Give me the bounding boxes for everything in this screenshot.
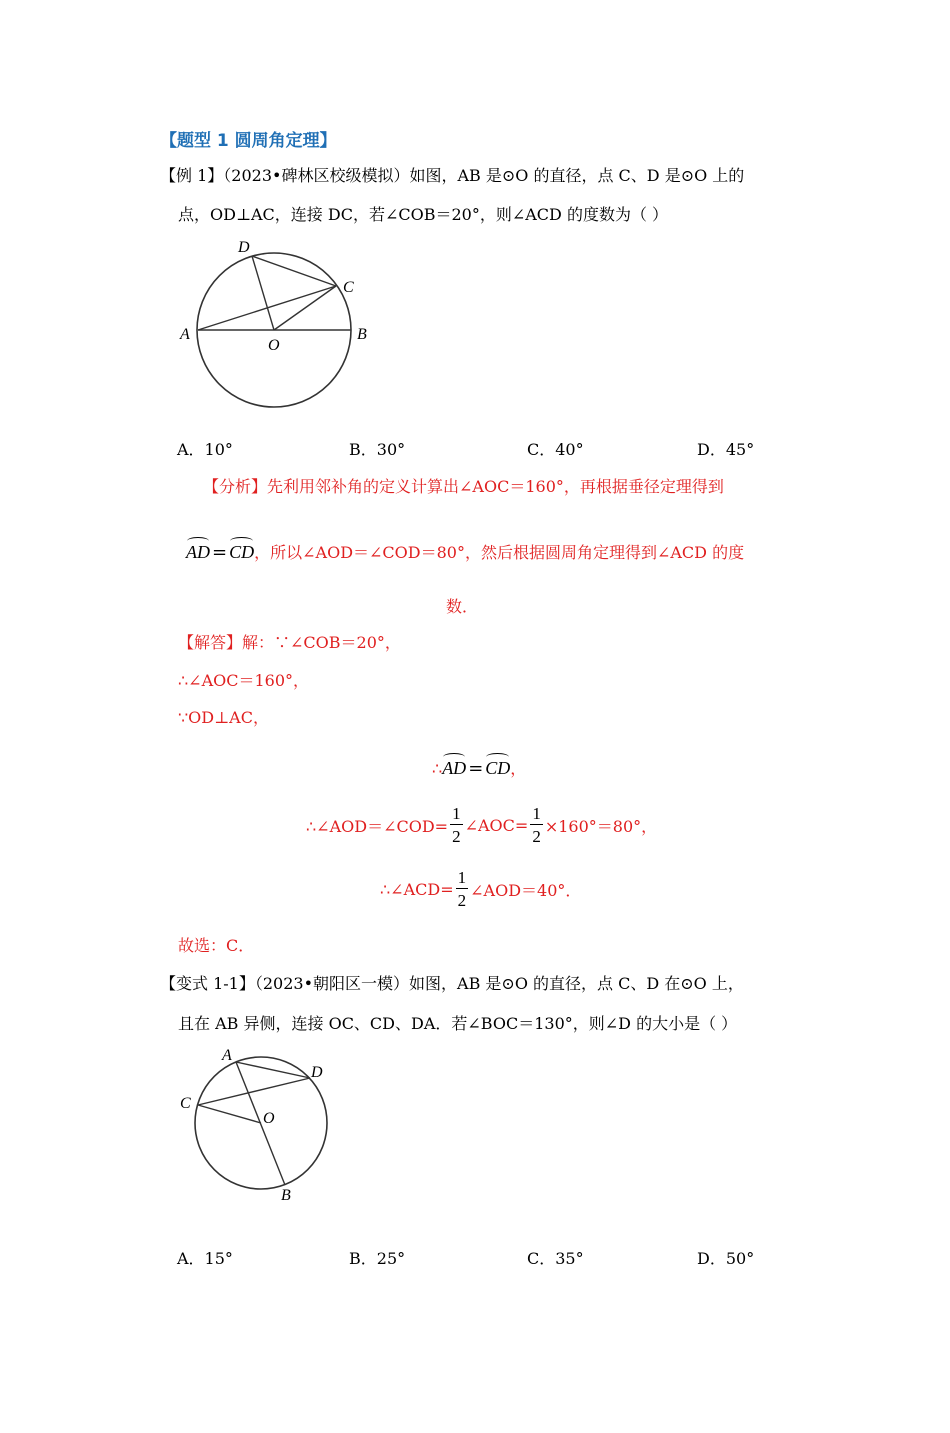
analysis-text2: ，所以∠AOD＝∠COD＝80°，然后根据圆周角定理得到∠ACD 的度 — [254, 543, 745, 562]
therefore-sign: ∴ — [432, 759, 443, 778]
equals-sign-2: = — [468, 758, 484, 779]
label-d-2: D — [311, 1064, 323, 1081]
variant1-question — [160, 971, 744, 994]
label-c-2: C — [180, 1095, 191, 1112]
segment-oc-2 — [198, 1105, 261, 1123]
solution-text1: 解：∵∠COB＝20°， — [242, 633, 401, 652]
section-title: 【题型 1 圆周角定理】 — [160, 131, 337, 151]
solution-answer: 故选：C． — [178, 936, 255, 955]
arc-ad: AD — [186, 542, 210, 562]
label-a-2: A — [222, 1047, 232, 1064]
solution-text5b: ∠AOC= — [464, 815, 529, 835]
solution-line6 — [380, 869, 581, 909]
label-b: B — [357, 326, 367, 343]
solution-tag: 【解答】 — [178, 633, 243, 652]
frac-den: 2 — [457, 891, 467, 910]
frac-den: 2 — [452, 827, 461, 846]
frac-den: 2 — [532, 827, 541, 846]
frac-num: 1 — [452, 804, 461, 823]
option-d: D．45° — [697, 440, 755, 459]
example1-line1: （2023•碑林区校级模拟）如图，AB 是⊙O 的直径，点 C、D 是⊙O 上的 — [223, 166, 745, 185]
variant1-option-c: C．35° — [527, 1249, 584, 1268]
chord-ad — [236, 1062, 310, 1078]
label-o-2: O — [263, 1110, 275, 1127]
analysis-line3: 数． — [446, 597, 479, 616]
solution-text6a: ∴∠ACD= — [380, 879, 454, 899]
label-a: A — [180, 326, 190, 343]
label-o: O — [268, 337, 280, 354]
variant1-option-a: A．15° — [177, 1249, 233, 1268]
analysis-line2 — [186, 540, 744, 563]
variant1-line2: 且在 AB 异侧，连接 OC、CD、DA．若∠BOC＝130°，则∠D 的大小是（ ） — [178, 1014, 738, 1033]
comma: ， — [510, 759, 527, 778]
analysis-text1: 先利用邻补角的定义计算出∠AOC＝160°，再根据垂径定理得到 — [267, 477, 724, 496]
frac-num: 1 — [532, 804, 541, 823]
example1-figure — [170, 232, 390, 417]
equals-sign: = — [212, 542, 228, 563]
frac-num: 1 — [457, 868, 467, 887]
solution-text5a: ∴∠AOD＝∠COD= — [306, 816, 449, 836]
option-b: B．30° — [349, 440, 406, 459]
variant1-figure — [170, 1040, 340, 1210]
solution-line5 — [306, 805, 657, 845]
solution-line4 — [432, 756, 526, 779]
fraction-half-3 — [456, 869, 469, 909]
option-c: C．40° — [527, 440, 584, 459]
analysis-tag: 【分析】 — [203, 477, 268, 496]
example1-line2: 点，OD⊥AC，连接 DC，若∠COB＝20°，则∠ACD 的度数为（ ） — [178, 205, 669, 224]
option-a: A．10° — [177, 440, 233, 459]
segment-oc — [274, 286, 336, 330]
label-d: D — [238, 239, 250, 256]
solution-text5c: ×160°＝80°， — [544, 816, 658, 836]
label-b-2: B — [281, 1187, 291, 1204]
example1-tag: 【例 1】 — [160, 166, 224, 185]
example1-question — [160, 163, 744, 186]
variant1-tag: 【变式 1-1】 — [160, 974, 255, 993]
solution-line3: ∵OD⊥AC， — [178, 708, 269, 727]
arc-ad-2: AD — [442, 758, 467, 778]
variant1-line1: （2023•朝阳区一模）如图，AB 是⊙O 的直径，点 C、D 在⊙O 上， — [254, 974, 744, 993]
arc-cd: CD — [229, 542, 255, 562]
solution-text6b: ∠AOD＝40°． — [470, 880, 582, 900]
solution-line1 — [178, 630, 401, 653]
chord-cd — [198, 1078, 310, 1105]
segment-od — [252, 256, 274, 330]
fraction-half-2 — [530, 805, 543, 845]
fraction-half — [450, 805, 463, 845]
variant1-option-d: D．50° — [697, 1249, 755, 1268]
variant1-option-b: B．25° — [349, 1249, 406, 1268]
solution-line2: ∴∠AOC＝160°， — [178, 671, 310, 690]
label-c: C — [343, 279, 354, 296]
arc-cd-2: CD — [485, 758, 511, 778]
analysis-line1 — [203, 474, 724, 497]
